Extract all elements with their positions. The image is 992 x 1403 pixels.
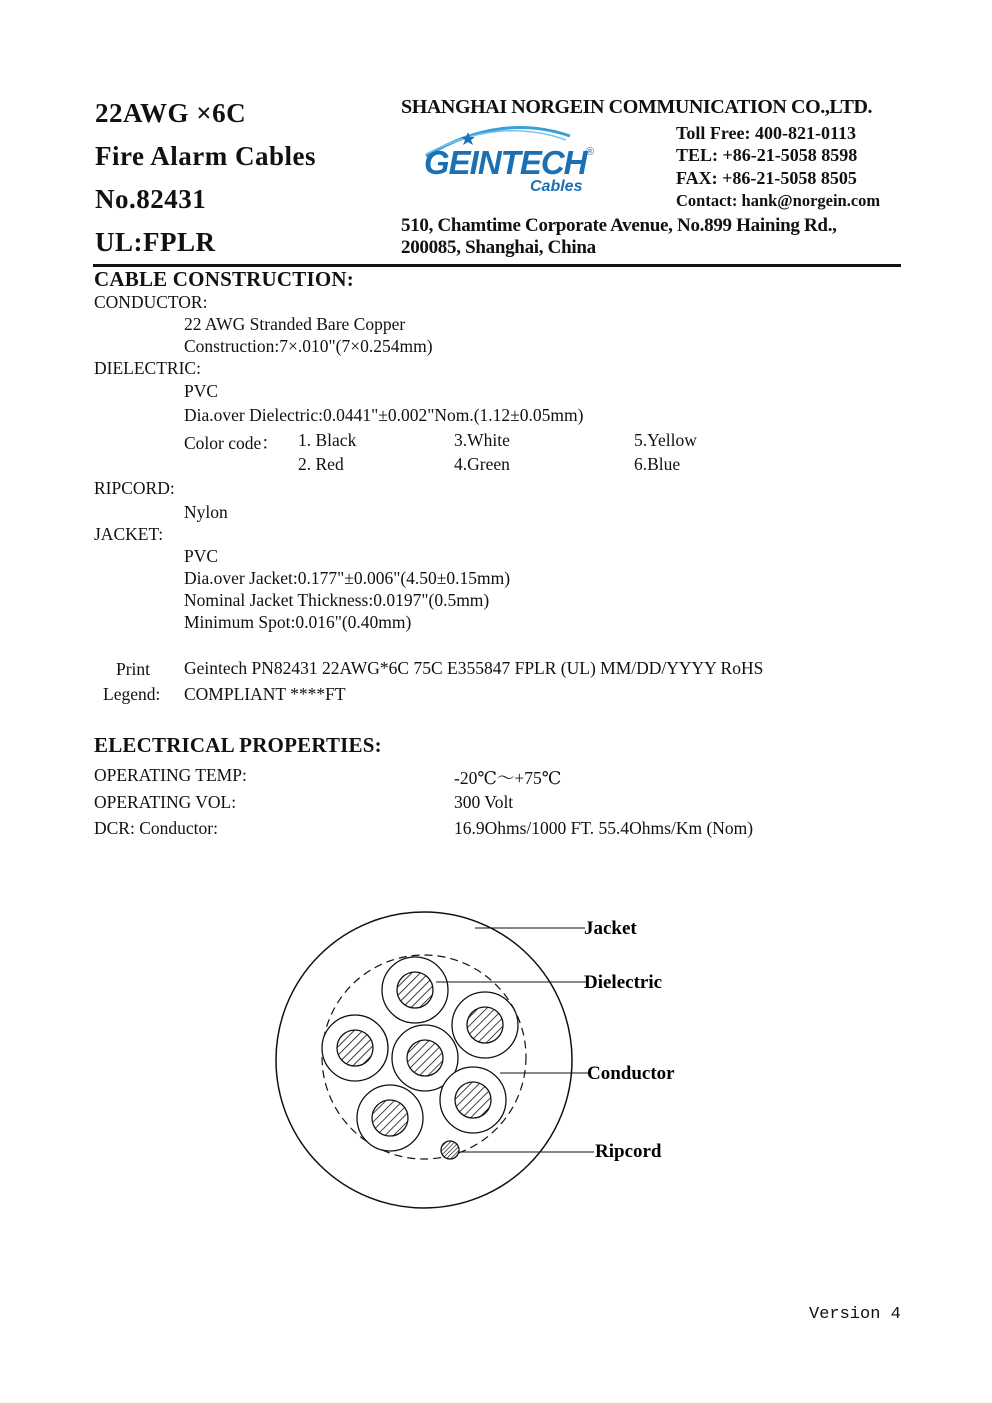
ripcord-material: Nylon — [184, 502, 228, 522]
conductor-construction: Construction:7×.010"(7×0.254mm) — [184, 336, 433, 356]
product-title-number: No.82431 — [95, 184, 207, 214]
print-legend-line-2: COMPLIANT ****FT — [184, 684, 346, 704]
contact-email: Contact: hank@norgein.com — [676, 191, 881, 210]
color-code-item: 4.Green — [454, 454, 510, 474]
print-label: Print — [116, 659, 151, 679]
dielectric-diameter: Dia.over Dielectric:0.0441"±0.002"Nom.(1.12±0.05mm) — [184, 405, 584, 425]
color-code-item: 6.Blue — [634, 454, 681, 474]
product-title-ul: UL:FPLR — [95, 227, 216, 257]
insulated-core — [440, 1067, 506, 1133]
dielectric-label: DIELECTRIC: — [94, 358, 201, 378]
electrical-row-label: OPERATING VOL: — [94, 792, 237, 812]
electrical-row-value: 300 Volt — [454, 792, 514, 812]
telephone: TEL: +86-21-5058 8598 — [676, 145, 858, 165]
version-label: Version 4 — [809, 1305, 901, 1324]
electrical-row-label: OPERATING TEMP: — [94, 765, 247, 785]
color-code-item: 5.Yellow — [634, 430, 697, 450]
toll-free: Toll Free: 400-821-0113 — [676, 123, 856, 143]
insulated-core — [357, 1085, 423, 1151]
logo-registered-mark: ® — [586, 146, 595, 158]
product-title-name: Fire Alarm Cables — [95, 141, 316, 171]
electrical-heading: ELECTRICAL PROPERTIES: — [94, 733, 382, 757]
insulated-core — [322, 1015, 388, 1081]
jacket-callout: Jacket — [584, 918, 637, 939]
cable-cross-section-diagram — [260, 895, 700, 1225]
color-code-item: 3.White — [454, 430, 510, 450]
jacket-material: PVC — [184, 546, 219, 566]
dielectric-material: PVC — [184, 381, 219, 401]
electrical-row-value: -20℃～+75℃ — [454, 768, 562, 788]
conductor-callout: Conductor — [587, 1063, 675, 1084]
color-code-item: 2. Red — [298, 454, 344, 474]
jacket-thickness: Nominal Jacket Thickness:0.0197"(0.5mm) — [184, 590, 490, 610]
logo-wordmark: GEINTECH — [424, 144, 587, 181]
electrical-row-value: 16.9Ohms/1000 FT. 55.4Ohms/Km (Nom) — [454, 818, 754, 838]
conductor-label: CONDUCTOR: — [94, 292, 208, 312]
address-line-2: 200085, Shanghai, China — [401, 237, 596, 258]
insulated-core — [452, 992, 518, 1058]
company-name: SHANGHAI NORGEIN COMMUNICATION CO.,LTD. — [401, 96, 873, 118]
logo-subtitle: Cables — [530, 178, 583, 195]
fax: FAX: +86-21-5058 8505 — [676, 168, 857, 188]
electrical-row-label: DCR: Conductor: — [94, 818, 218, 838]
address-line-1: 510, Chamtime Corporate Avenue, No.899 Haining Rd., — [401, 215, 837, 236]
color-code-label: Color code： — [184, 433, 279, 453]
conductor-spec: 22 AWG Stranded Bare Copper — [184, 314, 406, 334]
jacket-minimum-spot: Minimum Spot:0.016"(0.40mm) — [184, 612, 412, 632]
jacket-diameter: Dia.over Jacket:0.177"±0.006"(4.50±0.15mm) — [184, 568, 511, 588]
dielectric-callout: Dielectric — [584, 972, 663, 993]
ripcord-callout: Ripcord — [595, 1141, 662, 1162]
jacket-label: JACKET: — [94, 524, 164, 544]
product-title-awg: 22AWG ×6C — [95, 98, 247, 128]
ripcord-fiber — [441, 1141, 459, 1159]
ripcord-label: RIPCORD: — [94, 478, 175, 498]
insulated-core — [382, 957, 448, 1023]
color-code-item: 1. Black — [298, 430, 357, 450]
print-legend-line-1: Geintech PN82431 22AWG*6C 75C E355847 FPLR (UL) MM/DD/YYYY RoHS — [184, 658, 764, 678]
legend-label: Legend: — [103, 684, 161, 704]
company-logo — [420, 118, 600, 200]
construction-heading: CABLE CONSTRUCTION: — [94, 267, 354, 291]
